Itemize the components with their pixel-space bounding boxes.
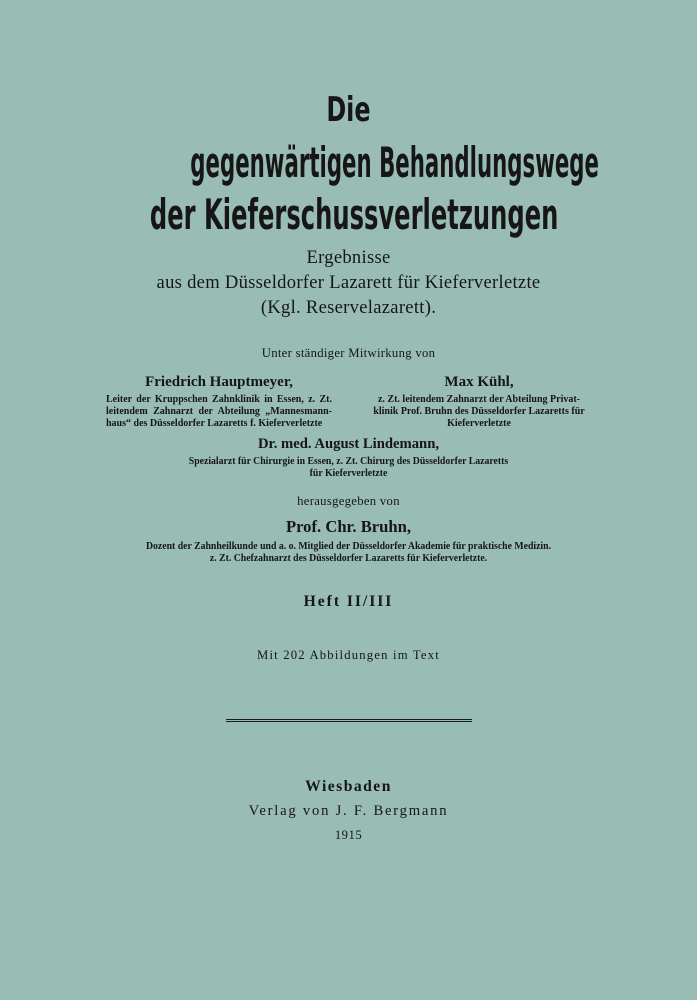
collaboration-intro: Unter ständiger Mitwirkung von [261,345,436,360]
imprint-publisher: Verlag von J. F. Bergmann [248,803,449,819]
contributor-name-lindemann: Dr. med. August Lindemann, [257,436,440,452]
affiliation-line: klinik Prof. Bruhn des Düsseldorfer Lazaretts für [373,406,585,417]
contributor-affiliation-hauptmeyer [106,394,332,430]
contributor-name-hauptmeyer: Friedrich Hauptmeyer, [145,374,293,390]
affiliation-line: Leiter der Kruppschen Zahnklinik in Essen, z. Zt. [106,394,332,405]
editor-name: Prof. Chr. Bruhn, [285,517,412,536]
affiliation-line: Dozent der Zahnheilkunde und a. o. Mitglied der Düsseldorfer Akademie für praktische Medizin. [145,541,552,552]
subtitle-line-3: (Kgl. Reservelazarett). [260,297,437,318]
edited-by-label: herausgegeben von [297,493,400,508]
title-line-3: der Kieferschussverletzungen [149,190,559,239]
affiliation-line: Spezialarzt für Chirurgie in Essen, z. Zt. Chirurg des Düsseldorfer Lazaretts [188,456,509,467]
subtitle-line-1: Ergebnisse [306,247,391,268]
illustrations-note: Mit 202 Abbildungen im Text [257,647,440,662]
imprint-year: 1915 [334,827,363,842]
affiliation-line: z. Zt. Chefzahnarzt des Düsseldorfer Lazaretts für Kieferverletzte. [209,553,488,564]
editor-affiliation [0,541,697,565]
issue-number: Heft II/III [303,593,394,610]
subtitle-line-2: aus dem Düsseldorfer Lazarett für Kieferverletzte [156,272,541,293]
title-line-2: gegenwärtigen Behandlungswege [190,138,599,187]
affiliation-line: leitendem Zahnarzt der Abteilung „Mannesmann- [106,406,332,417]
contributor-affiliation-kuehl [368,394,590,430]
affiliation-line: Kieferverletzte [447,418,511,429]
imprint-city: Wiesbaden [305,778,392,795]
title-line-1: Die [326,90,371,130]
affiliation-line: haus“ des Düsseldorfer Lazaretts f. Kieferverletzte [106,418,323,429]
double-rule-divider [226,719,472,722]
contributor-name-kuehl: Max Kühl, [444,374,514,390]
affiliation-line: für Kieferverletzte [309,468,388,479]
contributor-affiliation-lindemann [0,456,697,480]
affiliation-line: z. Zt. leitendem Zahnarzt der Abteilung Privat- [377,394,581,405]
